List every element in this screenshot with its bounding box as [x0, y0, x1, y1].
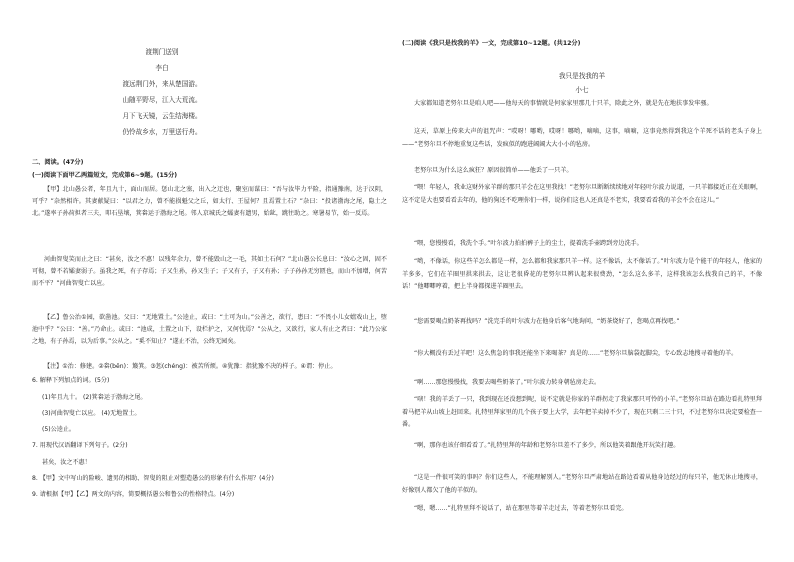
- story-paragraph-12: “这是一件很可笑的事吗？你们这些人，不能理解别人。”老努尔旦严肃地站在路边看着从他身边经过的每只羊，他无休止地搜寻，好像别人都欠了他的羊似的。: [402, 474, 762, 494]
- story-paragraph-2: 这天，草原上传来大声的诅咒声：“哎呀！哪哟，哎呀！哪哟，嘀嘀，这事，嘀嘀，这事竟然得到我这个羊死不话的老头子身上——”老努尔旦不停地重复这些话，发疯似的跑进阔阔大大小小的毡房。: [402, 128, 762, 148]
- story-title: 我只是找我的羊: [558, 72, 606, 80]
- question-8: 8. 【甲】文中写山的险峻、遗男的相助、智叟的阻止对塑造愚公的形象有什么作用？(4分): [32, 475, 274, 482]
- question-6: 6. 解释下列加点的词。(5分): [32, 377, 110, 384]
- poem-author: 李白: [155, 64, 169, 72]
- poem-line-4: 仍怜故乡水，万里送行舟。: [122, 128, 202, 136]
- question-6-items-1: (1)年且九十。 (2)箕畚运于渤海之尾。: [42, 394, 147, 401]
- question-6-items-3: (5)公逵止。: [42, 426, 76, 433]
- story-paragraph-13: “嗯，嗯……”扎特里拜不说话了，站在那里等着羊走过去，等着老努尔旦看完。: [414, 505, 628, 512]
- part1-heading: (一)阅读下面甲乙两篇短文，完成第6~9题。(15分): [32, 172, 178, 179]
- story-paragraph-4: “喂！年轻人，我业这财外家羊群的那只羊会在这里我找！”老努尔旦断断续续地对年轻叶尔波力说道，一只羊都接近正在关眼啊，这不定是大也要看看去年的，他的狗还不吃哩你们一样，说你们这也人还真是不老实，我要看看我的羊会不会在这儿。”: [402, 184, 762, 204]
- poem-line-1: 渡远荆门外，来从楚国游。: [122, 80, 202, 88]
- story-paragraph-7: “您需要喝点奶茶再找吗？”洗完手的叶尔波力在他身后客气地询问，“奶茶烧好了，您喝点再找吧。”: [414, 318, 680, 325]
- story-author: 小七: [575, 86, 589, 94]
- annotation-note: 【注】①治：修建。②畚(běn)：簸箕。③惩(chéng)：被苦所烦。④犹豫：指犹豫不决的样子。④谓：停止。: [44, 363, 337, 370]
- jia-paragraph-2: 河曲智叟笑而止之曰：“甚矣，汝之不惠！以残年余力，曾不能毁山之一毛，其如土石何？”北山愚公长息曰：“汝心之固，固不可彻，曾不若孀妻弱子。虽我之死，有子存焉；子又生孙，孙又生子；子又有子，子又有孙；子子孙孙无穷匮也，而山不加增，何苦而不平？”河曲智叟亡以应。: [32, 256, 387, 288]
- poem-line-3: 月下飞天镜，云生结海楼。: [122, 112, 202, 120]
- poem-title: 渡荆门送别: [145, 48, 179, 56]
- story-paragraph-10: “嗐！我的羊丢了一只，我到现在还没想到呢，说不定就是你家的羊群拐走了我家那只可怜的小羊。”老努尔旦站在路边看扎特里拜着马把羊从山坡上赶回来。扎特里拜家里的几个孩子要上大学，去年把羊卖掉不少了，现在只剩二三十只，不过老努尔旦决定要检查一番。: [402, 396, 762, 429]
- story-paragraph-5: “喂，您慢慢看，我洗个手。”叶尔波力拍拍裤子上的尘土，提着洗手壶跨到旁边洗手。: [414, 240, 643, 247]
- story-paragraph-11: “啊，那你也该仔细看看了。”扎特里拜的年龄和老努尔旦差不了多少，所以他笑着跟他开玩笑打趣。: [414, 442, 680, 449]
- question-6-items-2: (3)河曲智叟亡以应。 (4)无地置土。: [42, 410, 141, 417]
- story-paragraph-3: 老努尔旦为什么这么疯狂？原因很简单——他丢了一只羊。: [414, 167, 573, 174]
- poem-line-2: 山随平野尽，江入大荒流。: [122, 96, 202, 104]
- story-paragraph-6: “哟，不像话，你这些羊怎么都是一样，怎么都和我家那只羊一样。这不像话，太不像话了。”叶尔波力是个能干的年轻人，他家的羊多多，它们在羊圈里拱来拱去，这让老很昏花的老努尔旦辨认起来很费劲，“怎么这么多羊，这样我该怎么找我自己的羊，不像话！”他唧唧哼着，把上半身都探进羊圈里去。: [402, 258, 762, 291]
- question-7: 7. 用现代汉语翻译下列句子。(2分): [32, 442, 128, 449]
- section2-heading: 二、阅读。(47分): [32, 159, 84, 166]
- part2-heading: (二)阅读《我只是找我的羊》一文，完成第10~12题。(共12分): [402, 40, 581, 47]
- story-paragraph-9: “啊……那您慢慢找，我要去喝些奶茶了。”叶尔波力转身朝毡房走去。: [414, 379, 601, 386]
- question-7-sentence: 甚矣，汝之不惠！: [42, 459, 91, 466]
- jia-paragraph-1: 【甲】北山愚公者，年且九十，面山而居。惩山北之塞，出入之迂也，聚室而谋曰：“吾与汝毕力平险，指通豫南，达于汉阴，可乎？”杂然相许。其妻献疑曰：“以君之力，曾不能损魁父之丘，如太行、王屋何？且焉置土石？”杂曰：“投诸渤海之尾，隐土之北。”遂率子孙荷担者三夫，叩石垦壤，箕畚运于渤海之尾。邻人京城氏之孀妻有遗男，始龀，跳往助之。寒暑易节，始一反焉。: [32, 186, 387, 218]
- story-paragraph-8: “你大概没有丢过羊吧！这么焦急的事我还能坐下来喝茶？真是的……”老努尔旦脑袋起脚尖，专心致志地搜寻着他的羊。: [414, 350, 738, 357]
- story-paragraph-1: 大家都知道老努尔旦是咱人吧——他每天的事情就是何家家里那几十只羊，除此之外，就是先在地扶事发牢骚。: [414, 100, 713, 107]
- yi-paragraph: 【乙】鲁公治①园，欲凿池。父曰：“无地置土。”公逵止，或曰：“土可为山。”公善之，欲行，患曰：“不畏小儿女嬉戏山上，堕池中乎？”公曰：“善。”乃命止。或曰：“池成，土置之山下，设栏护之，又何忧焉？”公从之，又欲行，家人有止之者曰：“此乃公家之地，有子孙焉，以为后事。”公从之。“奚不知止？”遂止不治，公终无园矣。: [32, 314, 387, 346]
- question-9: 9. 请根据【甲】【乙】两文的内容，简要概括愚公和鲁公的性格特点。(4分): [32, 491, 235, 498]
